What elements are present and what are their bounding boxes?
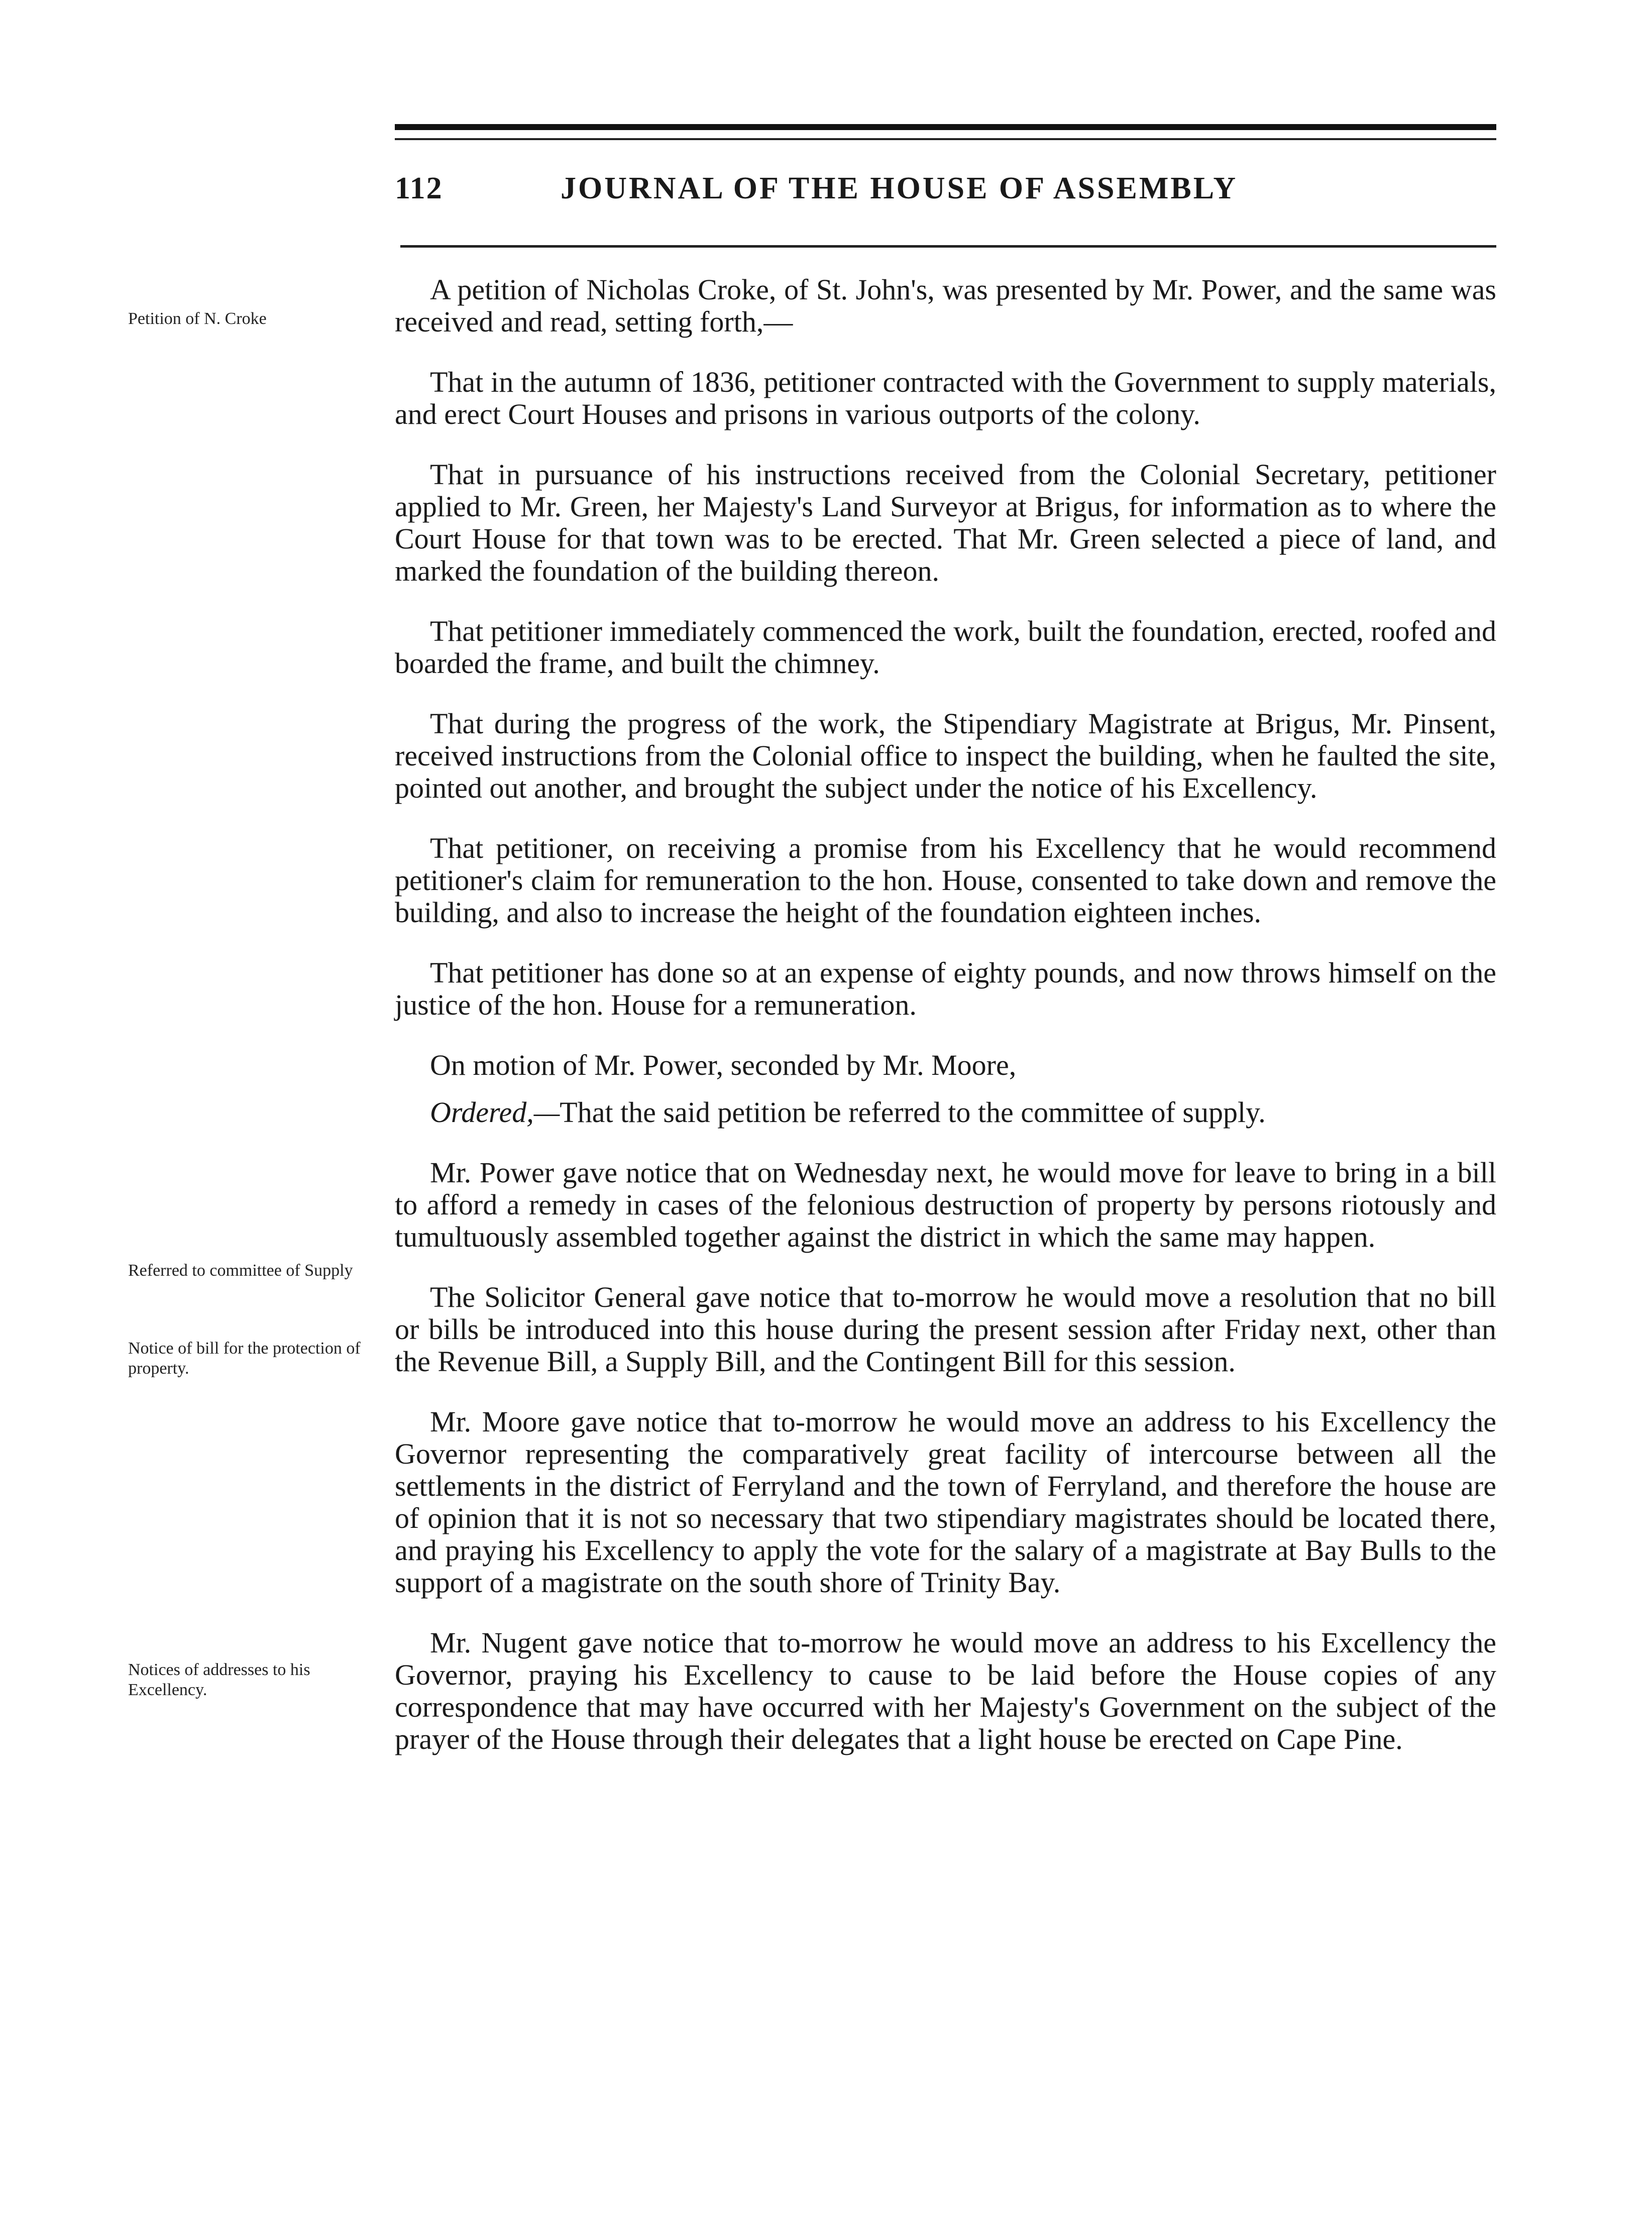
paragraph-moore-notice: Mr. Moore gave notice that to-morrow he would move an address to his Excellency the Governor representing the comparatively great facility of intercourse between all the settlements in the district of Ferryland and the town of Ferryland, and therefore the house are of opinion that it is not so necessary that two stipendiary magistrates should be located there, and praying his Excellency to apply the vote for the salary of a magistrate at Bay Bulls to the support of a magistrate on the south shore of Trinity Bay. [395, 1405, 1496, 1599]
marginal-note-referred: Referred to committee of Supply [128, 1261, 353, 1280]
marginal-note-addresses: Notices of addresses to his Excellency. [128, 1660, 310, 1699]
journal-body [395, 274, 1496, 1784]
ordered-text: That the said petition be referred to the committee of supply. [560, 1096, 1266, 1129]
paragraph-solicitor-notice: The Solicitor General gave notice that to-morrow he would move a resolution that no bill or bills be introduced into this house during the present session after Friday next, other than the Revenue Bill, a Supply Bill, and the Contingent Bill for this session. [395, 1281, 1496, 1378]
header-rule [400, 245, 1496, 248]
page-number: 112 [395, 171, 443, 205]
paragraph-progress: That during the progress of the work, the Stipendiary Magistrate at Brigus, Mr. Pinsent, received instructions from the Colonial office to inspect the building, when he faulted the site, pointed out another, and brought the subject under the notice of his Excellency. [395, 707, 1496, 804]
page-header [395, 171, 1496, 216]
paragraph-ordered [395, 1096, 1496, 1129]
paragraph-power-notice: Mr. Power gave notice that on Wednesday next, he would move for leave to bring in a bill to afford a remedy in cases of the felonious destruction of property by persons riotously and tumultuously assembled together against the district in which the same may happen. [395, 1156, 1496, 1253]
running-head: JOURNAL OF THE HOUSE OF ASSEMBLY [561, 171, 1238, 205]
paragraph-contract: That in the autumn of 1836, petitioner contracted with the Government to supply materials, and erect Court Houses and prisons in various outports of the colony. [395, 366, 1496, 430]
paragraph-instructions: That in pursuance of his instructions received from the Colonial Secretary, petitioner applied to Mr. Green, her Majesty's Land Surveyor at Brigus, for information as to where the Court House for that town was to be erected. That Mr. Green selected a piece of land, and marked the foundation of the building thereon. [395, 458, 1496, 587]
marginal-note-petition: Petition of N. Croke [128, 309, 267, 328]
paragraph-petition: A petition of Nicholas Croke, of St. John's, was presented by Mr. Power, and the same was received and read, setting forth,— [395, 273, 1496, 338]
marginal-note-bill-notice: Notice of bill for the protection of property. [128, 1339, 361, 1378]
top-rule [395, 124, 1496, 130]
ordered-label: Ordered,— [430, 1096, 560, 1129]
top-rule-thin [395, 138, 1496, 140]
paragraph-expense: That petitioner has done so at an expense of eighty pounds, and now throws himself on the justice of the hon. House for a remuneration. [395, 956, 1496, 1021]
paragraph-nugent-notice: Mr. Nugent gave notice that to-morrow he would move an address to his Excellency the Governor, praying his Excellency to cause to be laid before the House copies of any correspondence that may have occurred with her Majesty's Government on the subject of the prayer of the House through their delegates that a light house be erected on Cape Pine. [395, 1626, 1496, 1755]
paragraph-commenced: That petitioner immediately commenced the work, built the foundation, erected, roofed and boarded the frame, and built the chimney. [395, 615, 1496, 680]
paragraph-motion: On motion of Mr. Power, seconded by Mr. Moore, [430, 1049, 1017, 1081]
paragraph-promise: That petitioner, on receiving a promise from his Excellency that he would recommend petitioner's claim for remuneration to the hon. House, consented to take down and remove the building, and also to increase the height of the foundation eighteen inches. [395, 832, 1496, 929]
